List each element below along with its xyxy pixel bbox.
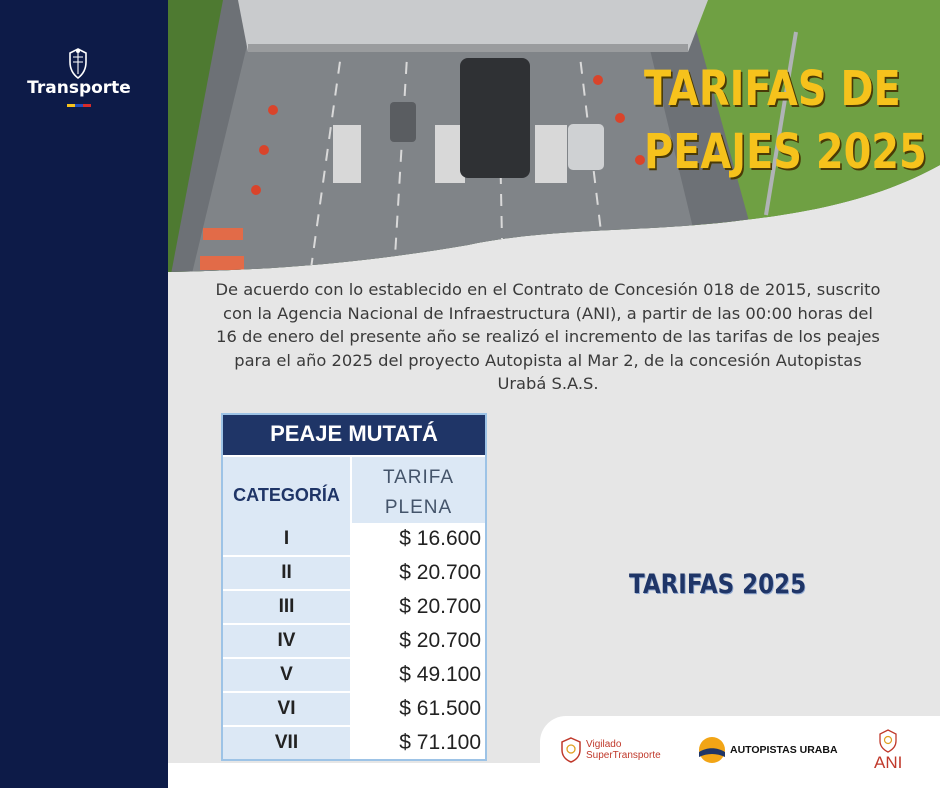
vigilado-line-2: SuperTransporte <box>586 750 661 761</box>
column-header-category: CATEGORÍA <box>223 457 350 533</box>
autopistas-label: AUTOPISTAS URABA <box>730 744 838 756</box>
headline <box>644 58 927 184</box>
rate-cell: $ 20.700 <box>352 557 485 589</box>
brand-name: Transporte <box>27 78 131 98</box>
table-row <box>221 591 487 623</box>
column-header-rate <box>352 457 485 533</box>
paragraph-line: con la Agencia Nacional de Infraestructura (ANI), a partir de las 00:00 horas del <box>223 303 873 323</box>
rate-cell: $ 16.600 <box>352 523 485 555</box>
autopistas-logo-icon <box>697 735 727 765</box>
category-cell: VII <box>223 727 350 759</box>
coat-of-arms-icon <box>64 48 92 80</box>
side-caption: TARIFAS 2025 <box>629 569 807 600</box>
table-row <box>221 693 487 725</box>
headline-line-1: TARIFAS DE <box>644 61 901 117</box>
category-cell: IV <box>223 625 350 657</box>
vigilado-line-1: Vigilado <box>586 739 622 750</box>
table-row <box>221 727 487 759</box>
vigilado-label <box>586 739 661 761</box>
table-row <box>221 557 487 589</box>
category-cell: I <box>223 523 350 555</box>
paragraph-line: 16 de enero del presente año se realizó el incremento de las tarifas de los peajes <box>216 327 880 346</box>
colombia-flag-stripe <box>67 104 91 107</box>
category-cell: V <box>223 659 350 691</box>
rate-cell: $ 71.100 <box>352 727 485 759</box>
category-cell: VI <box>223 693 350 725</box>
paragraph-line: De acuerdo con lo establecido en el Contrato de Concesión 018 de 2015, suscrito <box>215 280 881 299</box>
paragraph-line: Urabá S.A.S. <box>497 374 599 393</box>
rate-cell: $ 49.100 <box>352 659 485 691</box>
paragraph-line: para el año 2025 del proyecto Autopista al Mar 2, de la concesión Autopistas <box>234 350 862 370</box>
category-cell: II <box>223 557 350 589</box>
column-header-rate-line-1: TARIFA <box>382 467 455 488</box>
toll-rate-table <box>221 413 487 761</box>
table-row <box>221 625 487 657</box>
announcement-paragraph <box>184 278 912 396</box>
rate-cell: $ 20.700 <box>352 591 485 623</box>
ani-crest-icon <box>876 729 900 753</box>
table-row <box>221 523 487 555</box>
category-cell: III <box>223 591 350 623</box>
rate-cell: $ 20.700 <box>352 625 485 657</box>
sidebar <box>0 0 168 788</box>
vigilado-shield-icon <box>560 737 582 763</box>
table-title: PEAJE MUTATÁ <box>221 413 487 455</box>
column-header-rate-line-2: PLENA <box>384 497 453 518</box>
rate-cell: $ 61.500 <box>352 693 485 725</box>
table-row <box>221 659 487 691</box>
headline-line-2: PEAJES 2025 <box>644 124 927 180</box>
ani-label: ANI <box>874 753 903 772</box>
